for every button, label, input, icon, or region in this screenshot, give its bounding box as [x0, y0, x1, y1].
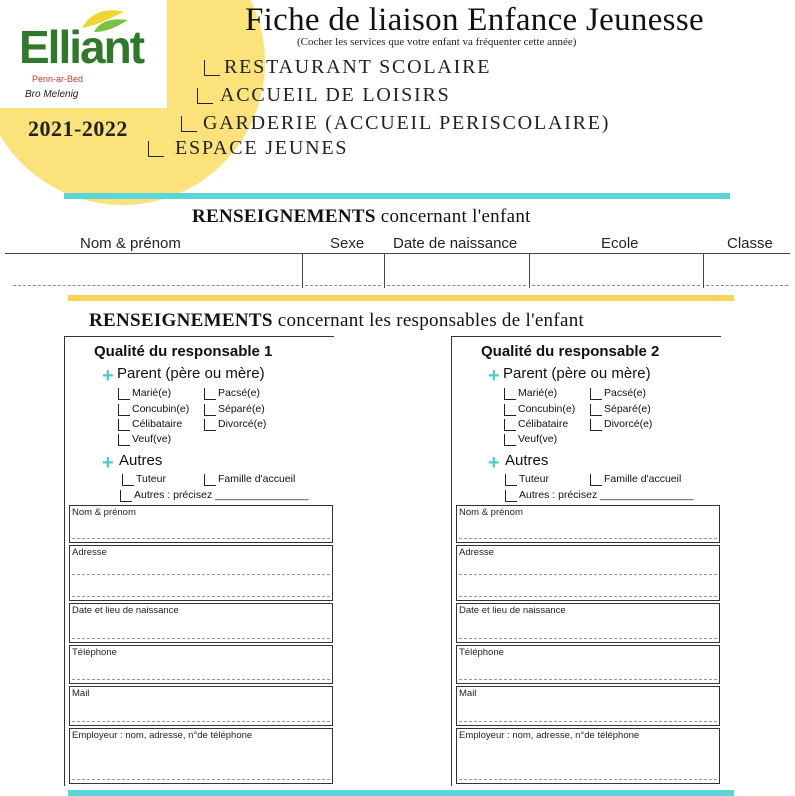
input-line-ecole[interactable]: [532, 285, 700, 286]
checkbox-label: Tuteur: [519, 473, 549, 485]
checkbox-label: Concubin(e): [132, 403, 190, 415]
logo-subtitle-1: Penn-ar-Bed: [32, 74, 84, 84]
checkbox-label: Célibataire: [132, 418, 183, 430]
autres-label: Autres: [505, 452, 549, 469]
field-line: [72, 596, 330, 597]
checkbox-box[interactable]: [118, 388, 130, 400]
checkbox-label: Séparé(e): [604, 403, 651, 415]
checkbox-label: Famille d'accueil: [218, 473, 296, 485]
checkbox-box[interactable]: [590, 419, 602, 431]
checkbox-box[interactable]: [204, 419, 216, 431]
field-label: Employeur : nom, adresse, n°de téléphone: [459, 730, 640, 741]
checkbox-box[interactable]: [505, 474, 517, 486]
field-line: [459, 574, 717, 575]
field-line: [72, 679, 330, 680]
field-telephone[interactable]: [69, 645, 333, 684]
checkbox-box[interactable]: [504, 388, 516, 400]
frame-line: [451, 336, 721, 337]
field-line: [459, 538, 717, 539]
checkbox-label: Pacsé(e): [218, 387, 261, 399]
child-section-title-rest: concernant l'enfant: [375, 206, 531, 227]
field-label: Téléphone: [459, 647, 504, 658]
plus-icon: +: [102, 365, 114, 387]
input-line-sexe[interactable]: [305, 285, 381, 286]
plus-icon: +: [488, 365, 500, 387]
checkbox-box[interactable]: [118, 404, 130, 416]
service-checkbox[interactable]: [197, 88, 213, 104]
checkbox-label: Divorcé(e): [604, 418, 653, 430]
service-label: RESTAURANT SCOLAIRE: [224, 56, 492, 78]
checkbox-box[interactable]: [590, 388, 602, 400]
plus-icon: +: [102, 452, 114, 474]
frame-line: [64, 336, 65, 786]
field-line: [72, 779, 330, 780]
checkbox-box[interactable]: [118, 434, 130, 446]
parent-label: Parent (père ou mère): [117, 365, 265, 382]
checkbox-label: Marié(e): [132, 387, 172, 399]
page-title: Fiche de liaison Enfance Jeunesse: [245, 2, 704, 38]
checkbox-box[interactable]: [204, 404, 216, 416]
field-mail[interactable]: [456, 686, 720, 726]
table-divider: [529, 254, 530, 288]
field-mail[interactable]: [69, 686, 333, 726]
checkbox-box[interactable]: [122, 474, 134, 486]
field-line: [72, 721, 330, 722]
checkbox-label: Divorcé(e): [218, 418, 267, 430]
parent-label: Parent (père ou mère): [503, 365, 651, 382]
service-label: ACCUEIL DE LOISIRS: [220, 84, 451, 106]
page-subtitle: (Cocher les services que votre enfant va fréquenter cette année): [297, 36, 577, 48]
checkbox-box[interactable]: [204, 474, 216, 486]
col-sexe: Sexe: [330, 235, 365, 252]
col-date-naissance: Date de naissance: [393, 235, 518, 252]
table-divider: [302, 254, 303, 288]
field-telephone[interactable]: [456, 645, 720, 684]
checkbox-box[interactable]: [590, 404, 602, 416]
checkbox-box[interactable]: [504, 404, 516, 416]
service-checkbox[interactable]: [181, 116, 197, 132]
autres-label: Autres: [119, 452, 163, 469]
input-line-classe[interactable]: [706, 285, 788, 286]
frame-line: [451, 336, 452, 786]
field-adresse[interactable]: [456, 545, 720, 601]
checkbox-box[interactable]: [504, 434, 516, 446]
checkbox-label: Famille d'accueil: [604, 473, 682, 485]
child-section-title: [192, 206, 531, 228]
responsable-title: Qualité du responsable 2: [481, 343, 660, 360]
field-label: Mail: [459, 688, 477, 699]
checkbox-box[interactable]: [505, 490, 517, 502]
field-employeur[interactable]: [69, 728, 333, 784]
checkbox-label: Pacsé(e): [604, 387, 647, 399]
field-label: Téléphone: [72, 647, 117, 658]
field-label: Employeur : nom, adresse, n°de téléphone: [72, 730, 253, 741]
field-date-lieu-naissance[interactable]: [69, 603, 333, 643]
checkbox-box[interactable]: [118, 419, 130, 431]
field-label: Nom & prénom: [72, 507, 136, 518]
field-line: [459, 596, 717, 597]
school-year: 2021-2022: [28, 116, 128, 141]
checkbox-box[interactable]: [504, 419, 516, 431]
field-line: [72, 538, 330, 539]
parents-section-title-rest: concernant les responsables de l'enfant: [272, 310, 585, 331]
table-divider: [703, 254, 704, 288]
field-nom-prenom[interactable]: [456, 505, 720, 543]
logo-subtitle-2: Bro Melenig: [25, 89, 79, 100]
input-line-nom[interactable]: [13, 285, 299, 286]
service-label: GARDERIE (ACCUEIL PERISCOLAIRE): [203, 112, 611, 134]
field-line: [459, 779, 717, 780]
logo-wordmark: Elliant: [19, 21, 144, 73]
field-adresse[interactable]: [69, 545, 333, 601]
parents-section-title: [89, 310, 584, 332]
checkbox-label: Autres : précisez ________________: [134, 489, 309, 501]
input-line-date[interactable]: [387, 285, 526, 286]
field-label: Adresse: [72, 547, 107, 558]
checkbox-box[interactable]: [120, 490, 132, 502]
field-nom-prenom[interactable]: [69, 505, 333, 543]
checkbox-label: Tuteur: [136, 473, 166, 485]
checkbox-label: Veuf(ve): [132, 433, 172, 445]
checkbox-label: Séparé(e): [218, 403, 265, 415]
child-info-table: [5, 253, 790, 288]
checkbox-label: Célibataire: [518, 418, 569, 430]
service-checkbox[interactable]: [204, 60, 220, 76]
field-date-lieu-naissance[interactable]: [456, 603, 720, 643]
field-label: Date et lieu de naissance: [459, 605, 566, 616]
plus-icon: +: [488, 452, 500, 474]
field-line: [459, 679, 717, 680]
frame-line: [64, 336, 334, 337]
field-line: [72, 574, 330, 575]
checkbox-box[interactable]: [590, 474, 602, 486]
divider-yellow: [68, 295, 734, 301]
field-line: [459, 638, 717, 639]
checkbox-label: Marié(e): [518, 387, 558, 399]
col-classe: Classe: [727, 235, 773, 252]
child-section-title-bold: RENSEIGNEMENTS: [192, 206, 376, 227]
table-divider: [384, 254, 385, 288]
field-line: [72, 638, 330, 639]
responsable-title: Qualité du responsable 1: [94, 343, 273, 360]
col-nom-prenom: Nom & prénom: [80, 235, 181, 252]
field-label: Date et lieu de naissance: [72, 605, 179, 616]
checkbox-box[interactable]: [204, 388, 216, 400]
divider-teal-bottom: [68, 790, 734, 796]
field-employeur[interactable]: [456, 728, 720, 784]
field-label: Adresse: [459, 547, 494, 558]
service-checkbox[interactable]: [148, 141, 164, 157]
col-ecole: Ecole: [601, 235, 639, 252]
logo: [0, 0, 167, 108]
field-label: Nom & prénom: [459, 507, 523, 518]
divider-teal: [64, 193, 730, 199]
field-label: Mail: [72, 688, 90, 699]
checkbox-label: Autres : précisez ________________: [519, 489, 694, 501]
service-label: ESPACE JEUNES: [175, 137, 349, 159]
field-line: [459, 721, 717, 722]
parents-section-title-bold: RENSEIGNEMENTS: [89, 310, 273, 331]
checkbox-label: Concubin(e): [518, 403, 576, 415]
checkbox-label: Veuf(ve): [518, 433, 558, 445]
